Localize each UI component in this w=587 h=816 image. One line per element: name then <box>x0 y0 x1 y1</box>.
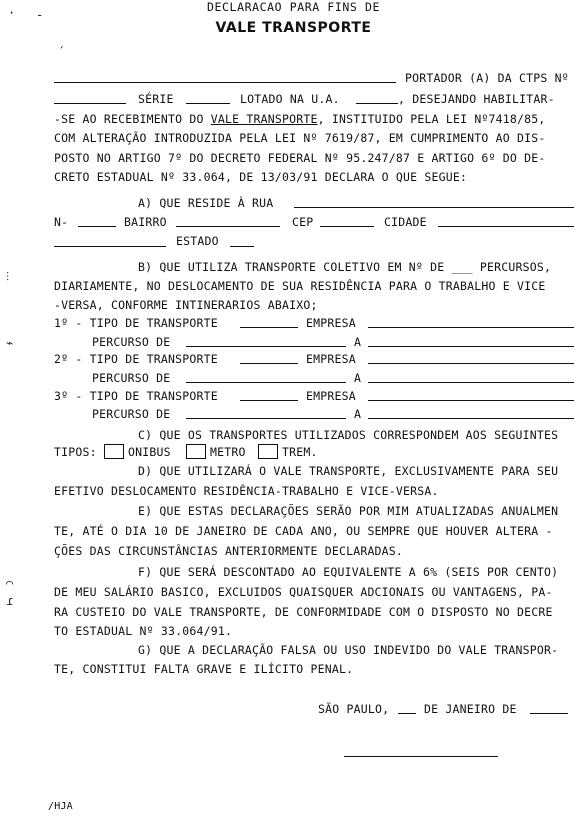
intro-line-2-end: , DESEJANDO HABILITAR- <box>398 92 555 106</box>
percurso-from-field-3[interactable] <box>186 418 346 419</box>
section-f-line-2: DE MEU SALÁRIO BASICO, EXCLUIDOS QUAISQUER ADCIONAIS OU VANTAGENS, PA- <box>54 585 553 599</box>
section-f-line-3: RA CUSTEIO DO VALE TRANSPORTE, DE CONFORMIDADE COM O DISPOSTO NO DECRE <box>54 605 553 619</box>
section-f-line-1: F) QUE SERÁ DESCONTADO AO EQUIVALENTE A 6% (SEIS POR CENTO) <box>138 565 559 579</box>
section-d-line-1: D) QUE UTILIZARÁ O VALE TRANSPORTE, EXCLUSIVAMENTE PARA SEU <box>138 464 559 478</box>
percurso-to-field-2[interactable] <box>368 382 574 383</box>
metro-label: METRO <box>210 445 246 459</box>
section-e-line-3: ÇÕES DAS CIRCUNSTÂNCIAS ANTERIORMENTE DECLARADAS. <box>54 544 404 558</box>
scan-mark: ˏ <box>58 34 66 48</box>
percurso-label-2: PERCURSO DE <box>92 371 171 385</box>
section-e-line-1: E) QUE ESTAS DECLARAÇÕES SERÃO POR MIM ATUALIZADAS ANUALMEN <box>138 504 559 518</box>
percurso-label-3: PERCURSO DE <box>92 407 171 421</box>
intro-line-3: -SE AO RECEBIMENTO DO VALE TRANSPORTE, INSTITUIDO PELA LEI Nº7418/85, <box>54 112 546 126</box>
percurso-a-label-2: A <box>354 371 362 385</box>
scan-mark: ⫶ <box>6 270 10 284</box>
percurso-to-field-1[interactable] <box>368 346 574 347</box>
section-e-line-2: TE, ATÉ O DIA 10 DE JANEIRO DE CADA ANO, OU SEMPRE QUE HOUVER ALTERA - <box>54 524 553 538</box>
cep-field[interactable] <box>320 226 374 227</box>
name-field[interactable] <box>54 82 396 83</box>
serie-field[interactable] <box>186 103 230 104</box>
document-title-line1: DECLARACAO PARA FINS DE <box>206 0 381 14</box>
percurso-a-label-3: A <box>354 407 362 421</box>
initials: /HJA <box>48 801 73 812</box>
transport-type-field-3[interactable] <box>240 400 298 401</box>
section-b-line-1: B) QUE UTILIZA TRANSPORTE COLETIVO EM Nº DE ___ PERCURSOS, <box>138 260 552 274</box>
percurso-from-field-2[interactable] <box>186 382 346 383</box>
day-field[interactable] <box>398 713 416 714</box>
section-f-line-4: TO ESTADUAL Nº 33.064/91. <box>54 624 233 638</box>
metro-checkbox[interactable] <box>186 444 206 459</box>
section-g-line-1: G) QUE A DECLARAÇÃO FALSA OU USO INDEVIDO DO VALE TRANSPOR- <box>138 643 559 657</box>
empresa-label-2: EMPRESA <box>306 352 356 366</box>
percurso-label-1: PERCURSO DE <box>92 335 171 349</box>
document-title-line2: VALE TRANSPORTE <box>215 20 372 36</box>
empresa-label-1: EMPRESA <box>306 316 356 330</box>
scan-mark: ɾ <box>6 594 14 608</box>
bairro-label: BAIRRO <box>124 215 167 229</box>
transport-type-field-2[interactable] <box>240 363 298 364</box>
signature-line[interactable] <box>344 756 498 757</box>
serie-label: SÉRIE <box>138 92 174 106</box>
empresa-field-3[interactable] <box>368 400 574 401</box>
ctps-number-field[interactable] <box>54 103 126 104</box>
number-label: N- <box>54 215 69 229</box>
transport-type-field-1[interactable] <box>240 327 298 328</box>
section-d-line-2: EFETIVO DESLOCAMENTO RESIDÊNCIA-TRABALHO E VICE-VERSA. <box>54 484 439 498</box>
transport-type-label-3: 3º - TIPO DE TRANSPORTE <box>54 389 218 403</box>
intro-line-1: PORTADOR (A) DA CTPS Nº <box>405 71 569 85</box>
bairro-field[interactable] <box>176 226 280 227</box>
section-b-line-2: DIARIAMENTE, NO DESLOCAMENTO DE SUA RESIDÊNCIA PARA O TRABALHO E VICE <box>54 279 546 293</box>
empresa-field-2[interactable] <box>368 363 574 364</box>
scan-mark: - <box>36 8 44 22</box>
scan-mark: ⌒ <box>6 576 14 590</box>
ua-field[interactable] <box>356 103 398 104</box>
scan-mark: ⌁ <box>6 336 14 350</box>
percurso-to-field-3[interactable] <box>368 418 574 419</box>
section-g-line-2: TE, CONSTITUI FALTA GRAVE E ILÍCITO PENAL. <box>54 662 354 676</box>
lotado-label: LOTADO NA U.A. <box>240 92 340 106</box>
year-field[interactable] <box>530 713 568 714</box>
section-c-line-1: C) QUE OS TRANSPORTES UTILIZADOS CORRESPONDEM AOS SEGUINTES <box>138 428 559 442</box>
transport-type-label-2: 2º - TIPO DE TRANSPORTE <box>54 352 218 366</box>
empresa-label-3: EMPRESA <box>306 389 356 403</box>
onibus-label: ONIBUS <box>128 445 171 459</box>
percurso-from-field-1[interactable] <box>186 346 346 347</box>
transport-type-label-1: 1º - TIPO DE TRANSPORTE <box>54 316 218 330</box>
extra-address-field[interactable] <box>54 246 166 247</box>
place-label: SÃO PAULO, <box>318 702 390 716</box>
cidade-label: CIDADE <box>384 215 427 229</box>
intro-line-6: CRETO ESTADUAL Nº 33.064, DE 13/03/91 DECLARA O QUE SEGUE: <box>54 170 468 184</box>
estado-field[interactable] <box>230 246 254 247</box>
tipos-label: TIPOS: <box>54 445 97 459</box>
section-a-title: A) QUE RESIDE À RUA <box>138 196 274 210</box>
trem-label: TREM. <box>282 445 318 459</box>
section-b-line-3: -VERSA, CONFORME INTINERARIOS ABAIXO; <box>54 298 318 312</box>
street-field[interactable] <box>294 207 574 208</box>
intro-line-4: COM ALTERAÇÃO INTRODUZIDA PELA LEI Nº 7619/87, EM CUMPRIMENTO AO DIS- <box>54 131 546 145</box>
trem-checkbox[interactable] <box>258 444 278 459</box>
empresa-field-1[interactable] <box>368 327 574 328</box>
cep-label: CEP <box>292 215 314 229</box>
number-field[interactable] <box>78 226 116 227</box>
onibus-checkbox[interactable] <box>104 444 124 459</box>
cidade-field[interactable] <box>438 226 574 227</box>
estado-label: ESTADO <box>176 234 219 248</box>
de-janeiro-label: DE JANEIRO DE <box>424 702 517 716</box>
intro-line-5: POSTO NO ARTIGO 7º DO DECRETO FEDERAL Nº 95.247/87 E ARTIGO 6º DO DE- <box>54 151 546 165</box>
percurso-a-label-1: A <box>354 335 362 349</box>
scan-mark: · <box>8 6 16 20</box>
